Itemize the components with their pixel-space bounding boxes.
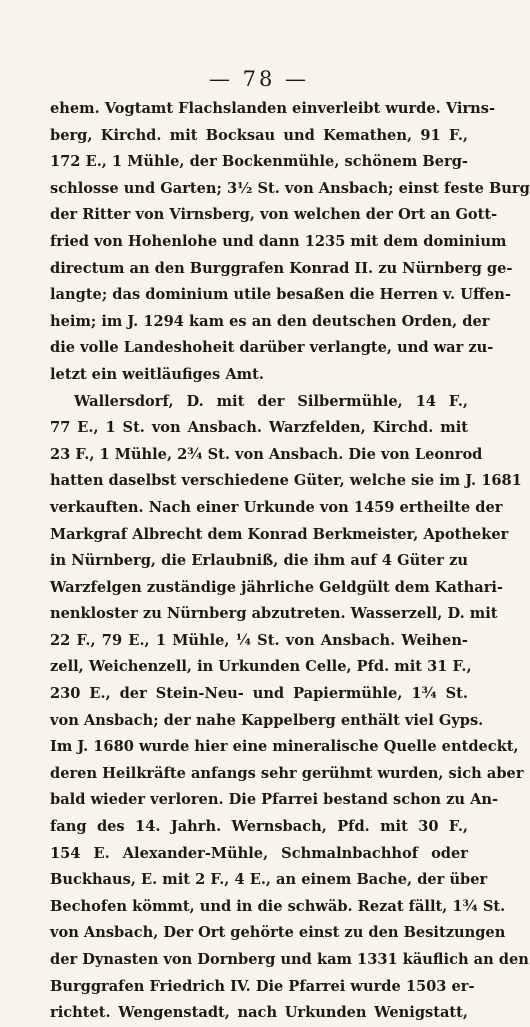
text-line: fried von Hohenlohe und dann 1235 mit dem dominium	[50, 232, 507, 250]
text-line: der Ritter von Virnsberg, von welchen der Ort an Gott-	[50, 206, 498, 224]
text-line: Im J. 1680 wurde hier eine mineralische Quelle entdeckt,	[50, 738, 519, 756]
text-line: Bechofen kömmt, und in die schwäb. Rezat fällt, 1¾ St.	[50, 897, 506, 915]
text-line: ehem. Vogtamt Flachslanden einverleibt wurde. Virns-	[50, 100, 496, 117]
text-line: 23 F., 1 Mühle, 2¾ St. von Ansbach. Die von Leonrod	[50, 445, 483, 463]
text-line: verkauften. Nach einer Urkunde von 1459 ertheilte der	[50, 498, 503, 516]
text-line: directum an den Burggrafen Konrad II. zu Nürnberg ge-	[50, 259, 513, 277]
text-line: fang des 14. Jahrh. Wernsbach, Pfd. mit 30 F.,	[50, 818, 468, 836]
text-line: deren Heilkräfte anfangs sehr gerühmt wurden, sich aber	[50, 764, 524, 782]
text-line: von Ansbach, Der Ort gehörte einst zu den Besitzungen	[50, 924, 506, 942]
text-line: in Nürnberg, die Erlaubniß, die ihm auf 4 Güter zu	[50, 552, 468, 570]
text-line: 77 E., 1 St. von Ansbach. Warzfelden, Kirchd. mit	[50, 419, 468, 437]
text-line: die volle Landeshoheit darüber verlangte, und war zu-	[50, 339, 494, 357]
text-line: heim; im J. 1294 kam es an den deutschen Orden, der	[50, 312, 490, 330]
text-line: Burggrafen Friedrich IV. Die Pfarrei wurde 1503 er-	[50, 977, 475, 995]
text-line: 22 F., 79 E., 1 Mühle, ¼ St. von Ansbach. Weihen-	[50, 631, 468, 649]
text-line: schlosse und Garten; 3½ St. von Ansbach; einst feste Burg	[50, 179, 530, 197]
text-line: Warzfelgen zuständige jährliche Geldgült dem Kathari-	[50, 578, 503, 596]
text-line: richtet. Wengenstadt, nach Urkunden Wenigstatt,	[50, 1004, 468, 1022]
page-body-text	[50, 96, 530, 1027]
text-line: 172 E., 1 Mühle, der Bockenmühle, schönem Berg-	[50, 153, 468, 171]
text-line: hatten daselbst verschiedene Güter, welche sie im J. 1681	[50, 472, 522, 490]
text-line: langte; das dominium utile besaßen die Herren v. Uffen-	[50, 286, 511, 304]
text-line: Wallersdorf, D. mit der Silbermühle, 14 F.,	[74, 392, 468, 410]
text-line: nenkloster zu Nürnberg abzutreten. Wasserzell, D. mit	[50, 605, 498, 623]
text-line: bald wieder verloren. Die Pfarrei bestand schon zu An-	[50, 791, 499, 809]
text-line: 154 E. Alexander-Mühle, Schmalnbachhof oder	[50, 844, 468, 862]
page-number-header: — 78 —	[208, 67, 310, 91]
text-line: Markgraf Albrecht dem Konrad Berkmeister, Apotheker	[50, 525, 509, 543]
text-line: 230 E., der Stein-Neu- und Papiermühle, 1¾ St.	[50, 685, 468, 703]
text-line: Buckhaus, E. mit 2 F., 4 E., an einem Bache, der über	[50, 871, 488, 889]
text-line: von Ansbach; der nahe Kappelberg enthält viel Gyps.	[50, 711, 484, 729]
text-line: berg, Kirchd. mit Bocksau und Kemathen, 91 F.,	[50, 126, 468, 144]
text-line: der Dynasten von Dornberg und kam 1331 käuflich an den	[50, 951, 529, 968]
text-line: letzt ein weitläufiges Amt.	[50, 365, 264, 383]
text-line: zell, Weichenzell, in Urkunden Celle, Pfd. mit 31 F.,	[50, 658, 472, 676]
